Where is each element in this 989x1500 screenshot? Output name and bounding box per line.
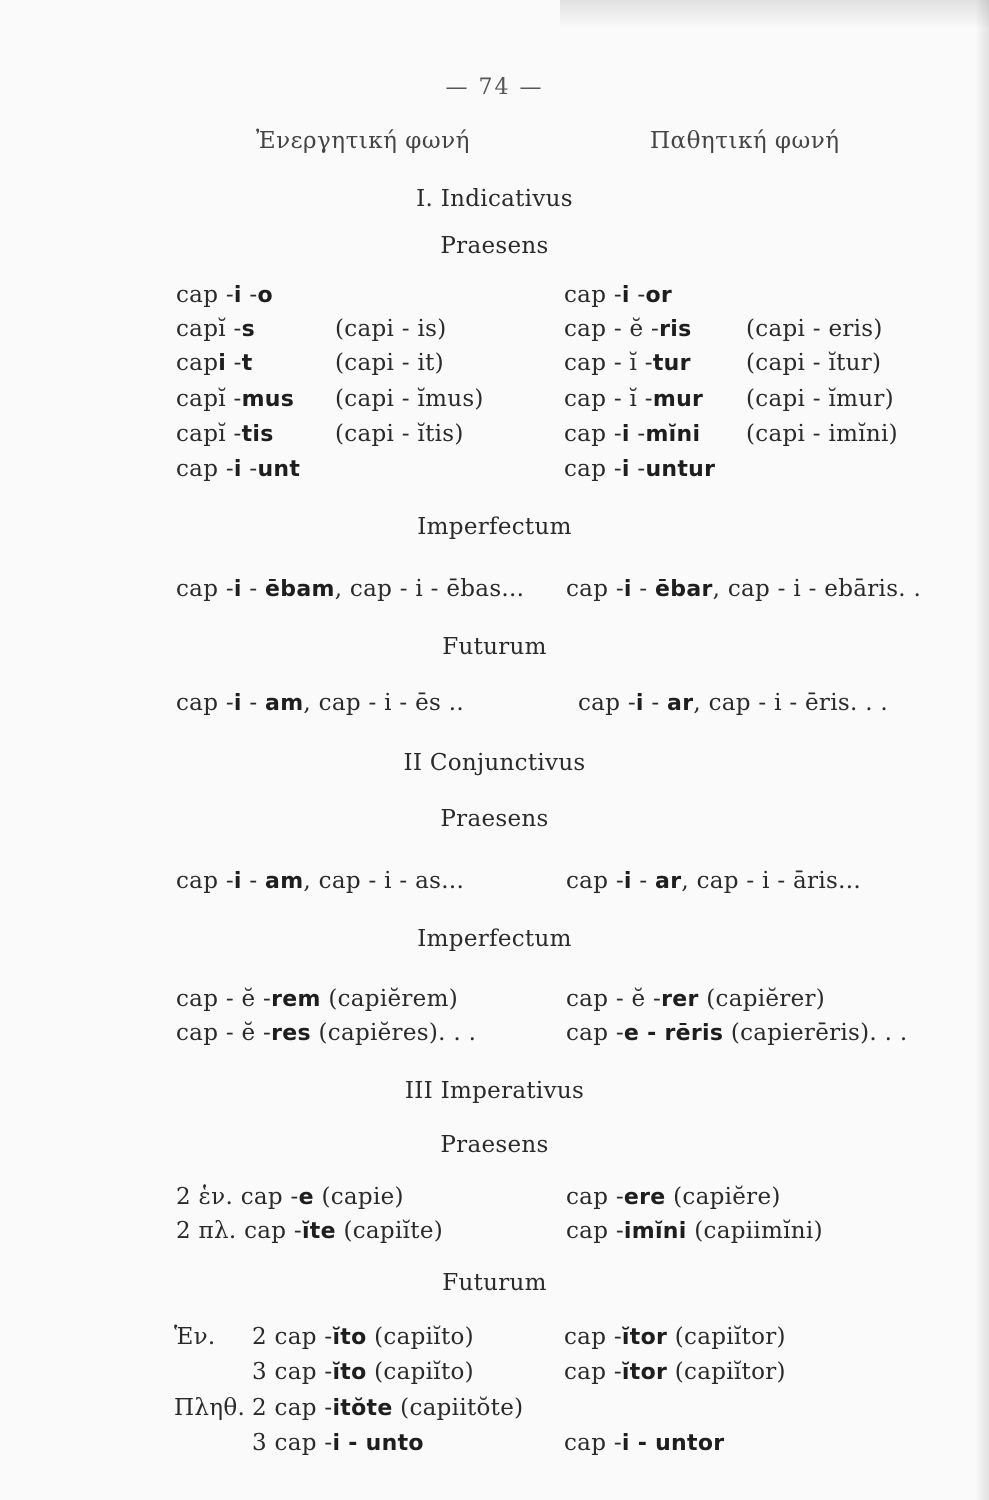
ind-futurum-active: cap -i - am, cap - i - ēs ..	[176, 690, 464, 716]
section-conjunctivus: II Conjunctivus	[403, 750, 586, 776]
conjugation-gloss: (capi - ĭmus)	[335, 386, 484, 412]
imp-futurum-passive-line: cap -ĭtor (capiĭtor)	[564, 1324, 786, 1350]
conj-imperfectum-active-line: cap - ĕ -res (capiĕres). . .	[176, 1020, 477, 1046]
section-imperativus: III Imperativus	[404, 1078, 585, 1104]
header-active-voice: Ἐνεργητική φωνή	[256, 128, 470, 154]
imp-futurum-passive-line: cap -i - untor	[564, 1430, 725, 1456]
conjugation-line: capĭ -tis	[176, 421, 274, 447]
imp-futurum-label: Πληθ.	[174, 1395, 246, 1421]
conjugation-line: cap -i -mĭni	[564, 421, 701, 447]
imp-praesens-active-line: 2 ἑν. cap -e (capie)	[176, 1184, 404, 1210]
conj-imperfectum-passive-line: cap -e - rēris (capierēris). . .	[566, 1020, 908, 1046]
conjugation-line: cap -i -untur	[564, 456, 716, 482]
conjugation-line: capi -t	[176, 350, 253, 376]
conjugation-gloss: (capi - is)	[335, 316, 447, 342]
conjugation-line: cap -i -unt	[176, 456, 301, 482]
imp-futurum-active-line: 3 cap -ĭto (capiĭto)	[252, 1359, 474, 1385]
subsection-ind-futurum: Futurum	[442, 634, 547, 660]
conjugation-line: capĭ -s	[176, 316, 255, 342]
imp-futurum-label: Ἑν.	[174, 1324, 216, 1350]
conj-imperfectum-passive-line: cap - ĕ -rer (capiĕrer)	[566, 986, 826, 1012]
subsection-ind-imperfectum: Imperfectum	[417, 514, 572, 540]
scan-shadow-top	[560, 0, 989, 28]
conjugation-gloss: (capi - eris)	[746, 316, 883, 342]
page-number: — 74 —	[445, 75, 544, 100]
imp-futurum-active-line: 3 cap -i - unto	[252, 1430, 424, 1456]
imp-praesens-passive-line: cap -ere (capiĕre)	[566, 1184, 781, 1210]
imp-futurum-active-line: 2 cap -itŏte (capiitŏte)	[252, 1395, 524, 1421]
conjugation-line: cap - ĕ -ris	[564, 316, 692, 342]
section-indicativus: I. Indicativus	[416, 186, 573, 212]
conjugation-gloss: (capi - ĭtis)	[335, 421, 464, 447]
conjugation-line: cap - ĭ -tur	[564, 350, 691, 376]
conj-imperfectum-active-line: cap - ĕ -rem (capiĕrem)	[176, 986, 458, 1012]
header-passive-voice: Παθητική φωνή	[650, 128, 840, 154]
conjugation-gloss: (capi - ĭtur)	[746, 350, 882, 376]
conjugation-line: capĭ -mus	[176, 386, 295, 412]
conj-praesens-passive: cap -i - ar, cap - i - āris...	[566, 868, 861, 894]
imp-futurum-active-line: 2 cap -ĭto (capiĭto)	[252, 1324, 474, 1350]
imp-futurum-passive-line: cap -ĭtor (capiĭtor)	[564, 1359, 786, 1385]
subsection-imp-praesens: Praesens	[440, 1132, 549, 1158]
subsection-conj-praesens: Praesens	[440, 806, 549, 832]
imp-praesens-active-line: 2 πλ. cap -ĭte (capiĭte)	[176, 1218, 443, 1244]
ind-imperfectum-passive: cap -i - ēbar, cap - i - ebāris. .	[566, 576, 922, 602]
ind-imperfectum-active: cap -i - ēbam, cap - i - ēbas...	[176, 576, 525, 602]
subsection-imp-futurum: Futurum	[442, 1270, 547, 1296]
conjugation-line: cap - ĭ -mur	[564, 386, 704, 412]
conjugation-gloss: (capi - it)	[335, 350, 444, 376]
conjugation-gloss: (capi - imĭni)	[746, 421, 898, 447]
conjugation-gloss: (capi - ĭmur)	[746, 386, 894, 412]
conjugation-line: cap -i -or	[564, 282, 673, 308]
subsection-ind-praesens: Praesens	[440, 233, 549, 259]
imp-praesens-passive-line: cap -imĭni (capiimĭni)	[566, 1218, 823, 1244]
conj-praesens-active: cap -i - am, cap - i - as...	[176, 868, 465, 894]
subsection-conj-imperfectum: Imperfectum	[417, 926, 572, 952]
conjugation-line: cap -i -o	[176, 282, 273, 308]
ind-futurum-passive: cap -i - ar, cap - i - ēris. . .	[578, 690, 889, 716]
